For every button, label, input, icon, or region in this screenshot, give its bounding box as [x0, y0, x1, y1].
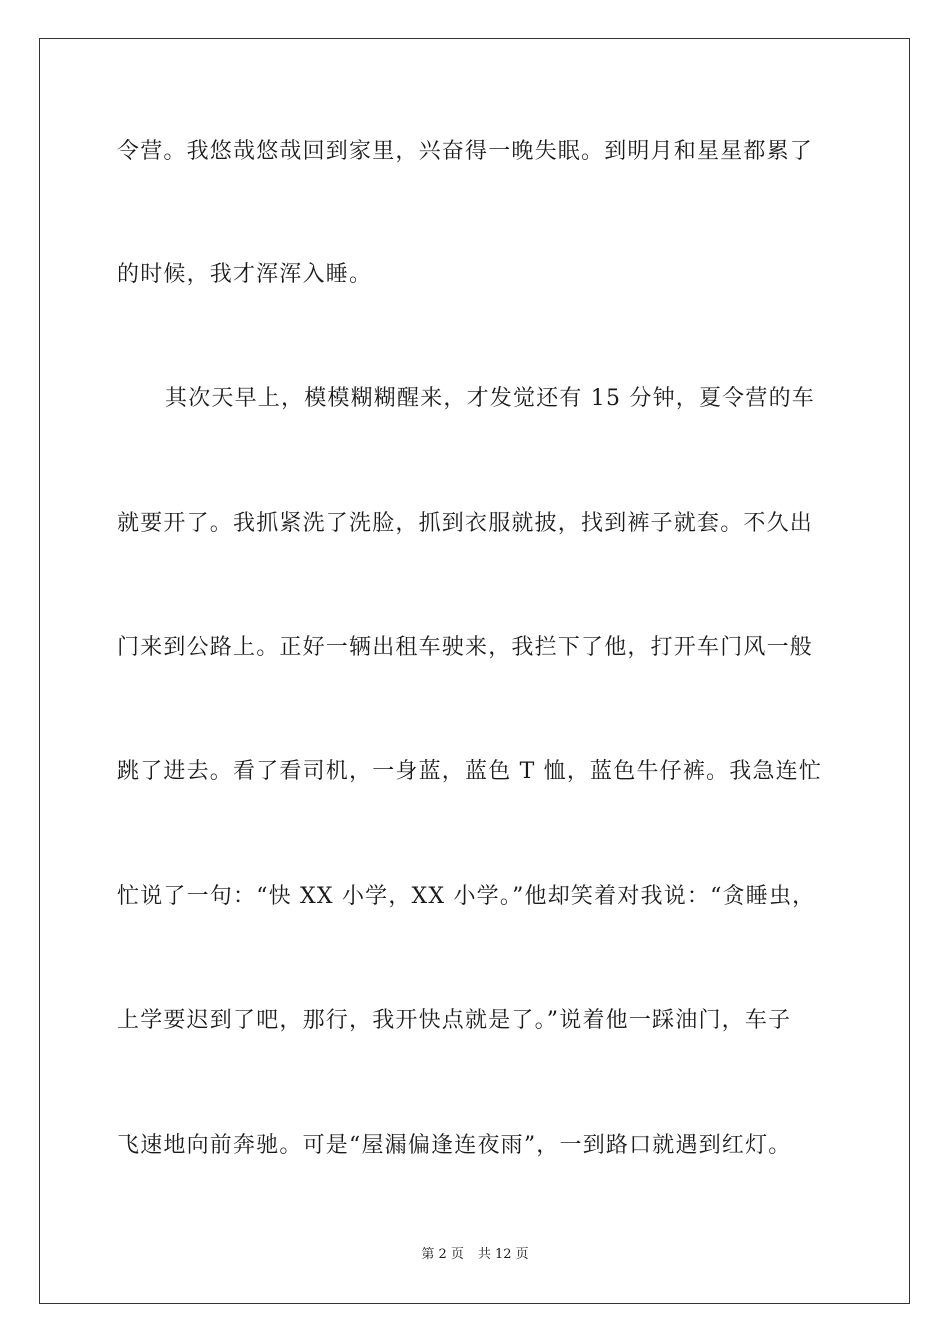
text-line: 飞速地向前奔驰。可是“屋漏偏逢连夜雨”，一到路口就遇到红灯。: [117, 1133, 792, 1158]
text-line: 门来到公路上。正好一辆出租车驶来，我拦下了他，打开车门风一般: [117, 635, 814, 660]
text-line: 跳了进去。看了看司机，一身蓝，蓝色 T 恤，蓝色牛仔裤。我急连忙: [117, 759, 823, 784]
text-line: 忙说了一句：“快 XX 小学，XX 小学。”他却笑着对我说：“贪睡虫，: [117, 884, 816, 909]
page-number: 第 2 页: [421, 1247, 464, 1262]
page-total: 共 12 页: [477, 1247, 529, 1262]
page-border: [39, 38, 910, 1304]
text-line: 令营。我悠哉悠哉回到家里，兴奋得一晚失眠。到明月和星星都累了: [117, 139, 814, 164]
text-line: 上学要迟到了吧，那行，我开快点就是了。”说着他一踩油门，车子: [117, 1008, 792, 1033]
page-footer: [0, 1246, 950, 1264]
text-line: 的时候，我才浑浑入睡。: [117, 262, 373, 287]
paragraph-first-line: 其次天早上，模模糊糊醒来，才发觉还有 15 分钟，夏令营的车: [165, 386, 815, 411]
text-line: 就要开了。我抓紧洗了洗脸，抓到衣服就披，找到裤子就套。不久出: [117, 511, 814, 536]
